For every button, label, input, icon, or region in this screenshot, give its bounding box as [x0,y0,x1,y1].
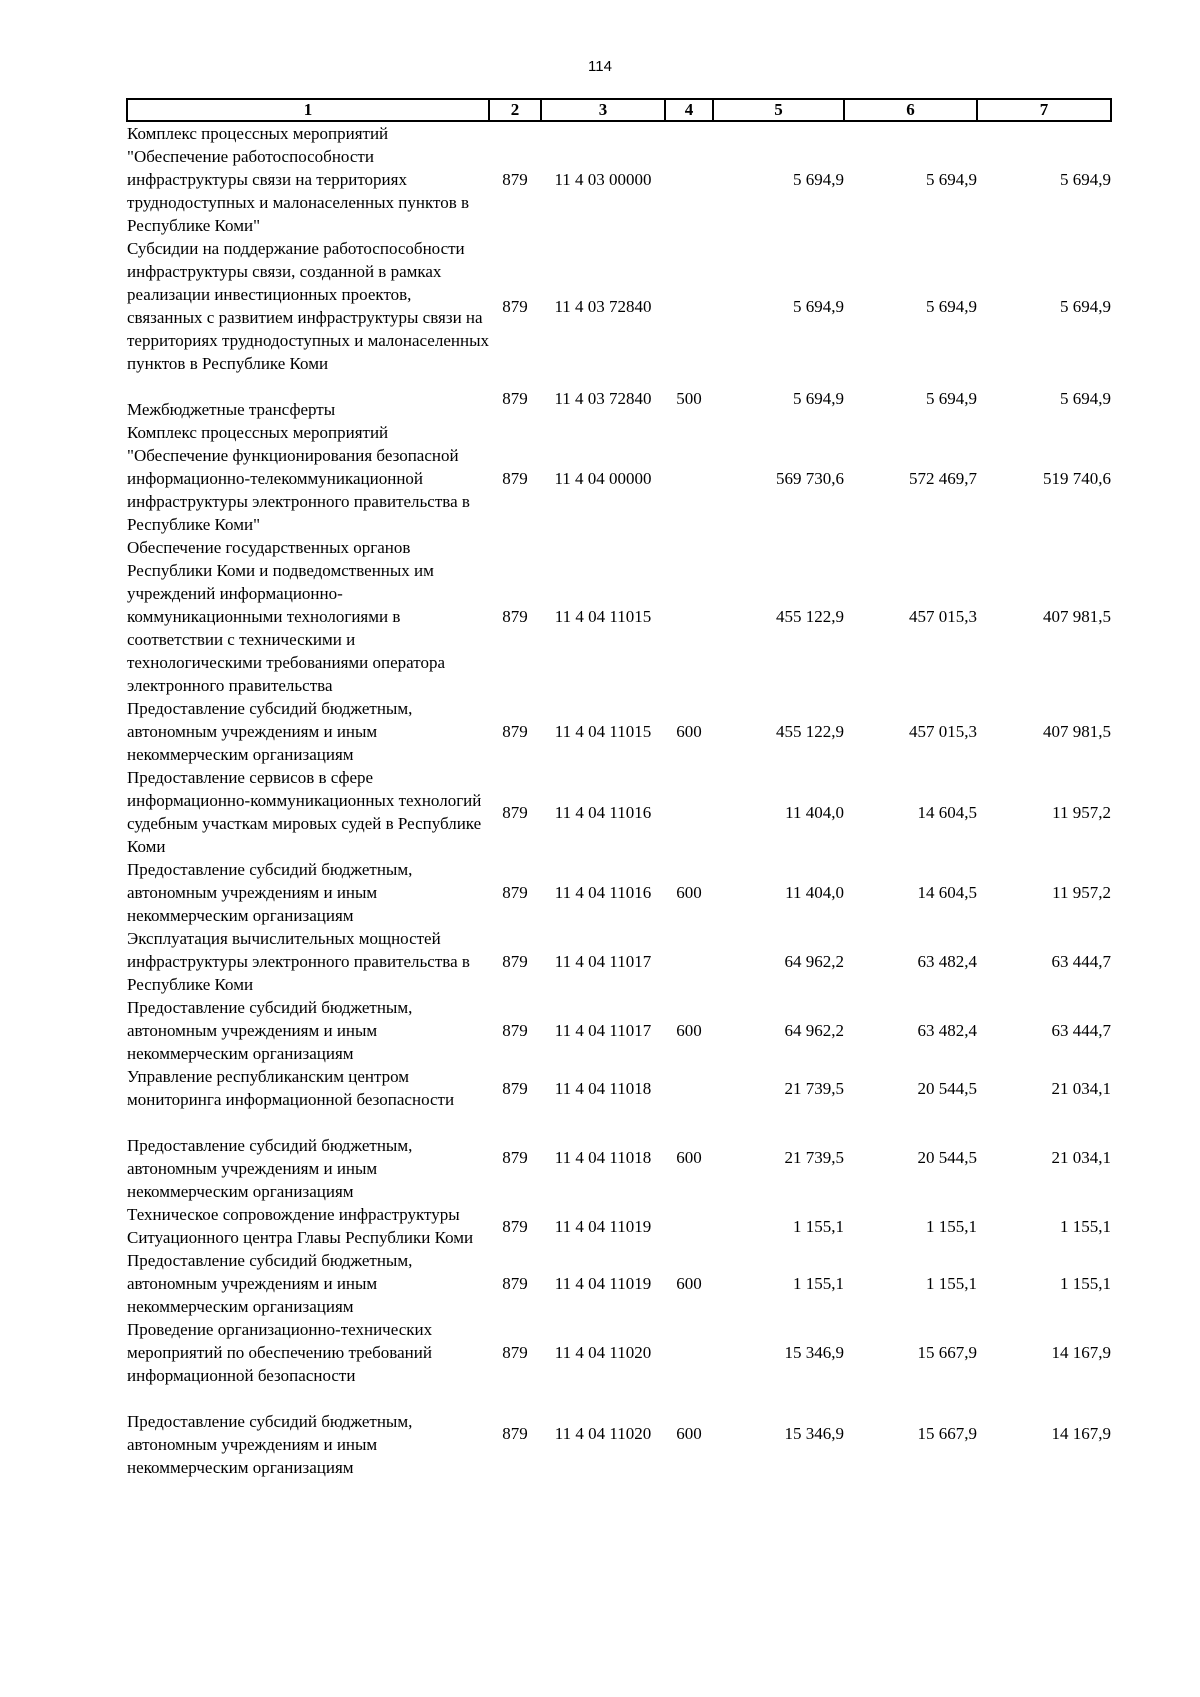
row-value-1: 1 155,1 [793,1216,844,1236]
row-target-article: 11 4 03 72840 [554,296,652,316]
row-value-3: 5 694,9 [1060,388,1111,408]
row-value-3: 11 957,2 [1052,802,1111,822]
row-name: Межбюджетные трансферты [127,400,336,419]
row-expense-type [665,1318,713,1387]
row-value-2: 14 604,5 [917,802,977,822]
row-value-3: 14 167,9 [1051,1423,1111,1443]
row-target-article: 11 4 03 00000 [554,170,652,189]
table-row [127,237,1111,375]
row-value-1: 569 730,6 [776,469,844,488]
row-target-article: 11 4 04 00000 [554,469,652,488]
row-target-article: 11 4 04 11020 [554,1423,652,1443]
row-value-2: 5 694,9 [926,388,977,408]
row-target-article: 11 4 04 11018 [554,1147,652,1167]
table-row [127,1387,1111,1479]
row-value-3: 11 957,2 [1052,883,1111,902]
row-name: Эксплуатация вычислительных мощностей инфраструктуры электронного правительства в Республике Коми [127,929,470,994]
row-target-article: 11 4 04 11015 [554,607,652,626]
row-ministry-code: 879 [502,296,528,316]
row-target-article: 11 4 04 11015 [554,722,652,741]
row-expense-type: 600 [676,1274,702,1293]
row-expense-type [665,536,713,697]
row-expense-type [665,927,713,996]
row-ministry-code: 879 [502,1216,528,1236]
row-name: Техническое сопровождение инфраструктуры Ситуационного центра Главы Республики Коми [127,1205,474,1247]
row-value-1: 5 694,9 [793,388,844,408]
row-ministry-code: 879 [502,1021,528,1040]
table-row [127,121,1111,237]
row-target-article: 11 4 04 11017 [554,1021,652,1040]
row-value-2: 14 604,5 [917,883,977,902]
table-row [127,1203,1111,1249]
row-value-3: 63 444,7 [1051,1021,1111,1040]
row-name: Обеспечение государственных органов Республики Коми и подведомственных им учреждений информационно-коммуникационными технологиями в соответствии с техническими и технологическими требованиями оператора электронного правительства [127,538,446,695]
row-expense-type: 600 [676,883,702,902]
row-ministry-code: 879 [502,388,528,408]
row-value-2: 63 482,4 [917,952,977,971]
row-target-article: 11 4 04 11019 [554,1216,652,1236]
row-value-1: 15 346,9 [784,1343,844,1362]
table-row [127,858,1111,927]
row-ministry-code: 879 [502,802,528,822]
row-value-1: 15 346,9 [784,1423,844,1443]
row-ministry-code: 879 [502,1147,528,1167]
row-value-1: 455 122,9 [776,607,844,626]
row-value-3: 407 981,5 [1043,607,1111,626]
row-name: Предоставление субсидий бюджетным, автономным учреждениям и иным некоммерческим организациям [127,1136,413,1201]
row-value-1: 1 155,1 [793,1274,844,1293]
table-row [127,1111,1111,1203]
table-row [127,375,1111,421]
row-expense-type [665,237,713,375]
row-value-3: 14 167,9 [1051,1343,1111,1362]
row-value-3: 63 444,7 [1051,952,1111,971]
row-value-1: 5 694,9 [793,170,844,189]
row-value-3: 1 155,1 [1060,1274,1111,1293]
row-value-3: 1 155,1 [1060,1216,1111,1236]
row-value-1: 11 404,0 [785,802,844,822]
row-target-article: 11 4 04 11018 [554,1078,652,1098]
row-expense-type: 600 [676,1147,702,1167]
row-value-1: 455 122,9 [776,722,844,741]
row-expense-type [665,1065,713,1111]
header-col-2: 2 [489,99,541,121]
row-expense-type: 500 [676,388,702,408]
header-col-1: 1 [127,99,489,121]
row-expense-type [665,1203,713,1249]
row-target-article: 11 4 04 11019 [554,1274,652,1293]
row-ministry-code: 879 [502,883,528,902]
row-value-2: 572 469,7 [909,469,977,488]
table-row [127,1249,1111,1318]
header-col-7: 7 [977,99,1111,121]
header-col-4: 4 [665,99,713,121]
row-value-2: 63 482,4 [917,1021,977,1040]
row-name: Предоставление сервисов в сфере информационно-коммуникационных технологий судебным участкам мировых судей в Республике Коми [127,768,482,856]
row-ministry-code: 879 [502,469,528,488]
row-name: Комплекс процессных мероприятий "Обеспечение функционирования безопасной информационно-телекоммуникационной инфраструктуры электронного правительства в Республике Коми" [127,423,470,534]
row-name: Предоставление субсидий бюджетным, автономным учреждениям и иным некоммерческим организациям [127,1251,413,1316]
row-expense-type [665,766,713,858]
table-row [127,996,1111,1065]
row-name: Предоставление субсидий бюджетным, автономным учреждениям и иным некоммерческим организациям [127,699,413,764]
row-value-2: 15 667,9 [917,1423,977,1443]
row-value-2: 1 155,1 [926,1274,977,1293]
row-ministry-code: 879 [502,1343,528,1362]
row-ministry-code: 879 [502,1423,528,1443]
row-expense-type: 600 [676,1021,702,1040]
row-value-1: 11 404,0 [785,883,844,902]
row-target-article: 11 4 04 11020 [554,1343,652,1362]
row-value-1: 64 962,2 [784,952,844,971]
header-col-6: 6 [844,99,977,121]
table-row [127,766,1111,858]
row-target-article: 11 4 03 72840 [554,388,652,408]
row-ministry-code: 879 [502,1078,528,1098]
row-name: Предоставление субсидий бюджетным, автономным учреждениям и иным некоммерческим организациям [127,860,413,925]
budget-table [126,98,1112,1479]
header-col-3: 3 [541,99,665,121]
row-ministry-code: 879 [502,607,528,626]
row-value-2: 5 694,9 [926,170,977,189]
row-value-3: 5 694,9 [1060,296,1111,316]
row-value-3: 21 034,1 [1051,1078,1111,1098]
row-value-1: 21 739,5 [784,1147,844,1167]
row-name: Комплекс процессных мероприятий "Обеспечение работоспособности инфраструктуры связи на территориях труднодоступных и малонаселенных пунктов в Республике Коми" [127,124,470,235]
row-value-3: 21 034,1 [1051,1147,1111,1167]
row-value-2: 5 694,9 [926,296,977,316]
row-ministry-code: 879 [502,170,528,189]
table-row [127,536,1111,697]
row-expense-type: 600 [676,1423,702,1443]
row-name: Предоставление субсидий бюджетным, автономным учреждениям и иным некоммерческим организациям [127,998,413,1063]
row-ministry-code: 879 [502,952,528,971]
row-value-3: 407 981,5 [1043,722,1111,741]
table-row [127,697,1111,766]
table-row [127,1065,1111,1111]
row-expense-type [665,421,713,536]
row-name: Предоставление субсидий бюджетным, автономным учреждениям и иным некоммерческим организациям [127,1412,413,1477]
row-expense-type: 600 [676,722,702,741]
row-name: Управление республиканским центром мониторинга информационной безопасности [127,1067,455,1109]
row-value-3: 519 740,6 [1043,469,1111,488]
row-name: Проведение организационно-технических мероприятий по обеспечению требований информационной безопасности [127,1320,433,1385]
row-expense-type [665,121,713,237]
row-ministry-code: 879 [502,1274,528,1293]
row-target-article: 11 4 04 11016 [554,883,652,902]
row-value-2: 15 667,9 [917,1343,977,1362]
row-name: Субсидии на поддержание работоспособности инфраструктуры связи, созданной в рамках реализации инвестиционных проектов, связанных с развитием инфраструктуры связи на территориях труднодоступных и малонаселенных пунктов в Республике Коми [127,239,489,373]
row-target-article: 11 4 04 11016 [554,802,652,822]
row-value-2: 20 544,5 [917,1078,977,1098]
row-value-3: 5 694,9 [1060,170,1111,189]
table-row [127,1318,1111,1387]
header-col-5: 5 [713,99,844,121]
row-ministry-code: 879 [502,722,528,741]
row-value-2: 457 015,3 [909,607,977,626]
row-value-1: 21 739,5 [784,1078,844,1098]
row-value-1: 5 694,9 [793,296,844,316]
row-value-2: 20 544,5 [917,1147,977,1167]
page-number: 114 [588,58,612,75]
row-value-2: 457 015,3 [909,722,977,741]
table-row [127,927,1111,996]
row-value-2: 1 155,1 [926,1216,977,1236]
row-target-article: 11 4 04 11017 [554,952,652,971]
table-header-row [127,99,1111,121]
table-row [127,421,1111,536]
row-value-1: 64 962,2 [784,1021,844,1040]
